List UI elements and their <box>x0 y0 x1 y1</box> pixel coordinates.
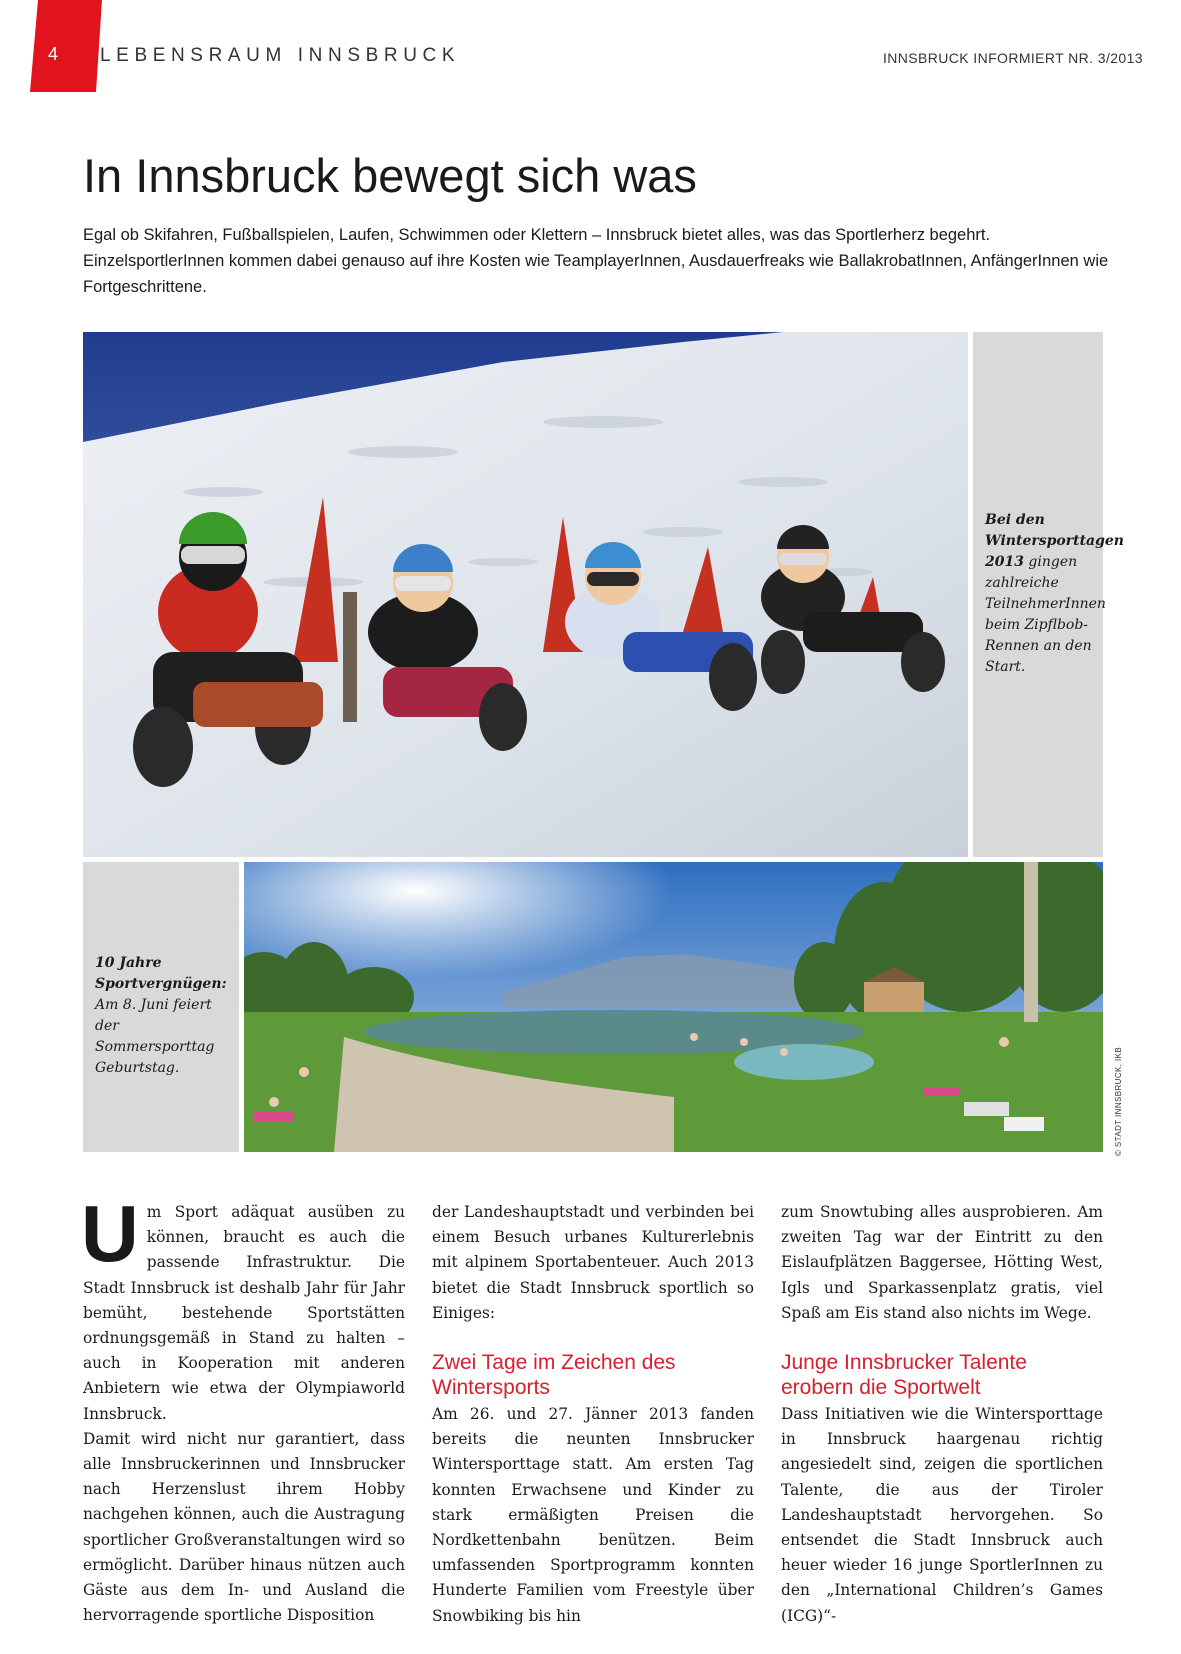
caption-lead: 10 Jahre Sportvergnügen: <box>95 955 227 992</box>
body-paragraph: zum Snowtubing alles ausprobieren. Am zweiten Tag war der Eintritt zu den Eislaufplätzen Baggersee, Hötting West, Igls und Sparkassenplatz gratis, viel Spaß am Eis stand also nichts im Wege. <box>781 1203 1103 1322</box>
caption-sommersporttag <box>83 862 239 1152</box>
body-column-3 <box>781 1200 1103 1629</box>
article-headline: In Innsbruck bewegt sich was <box>83 149 697 202</box>
subheading-wintersport: Zwei Tage im Zeichen des Wintersports <box>432 1351 676 1400</box>
caption-text: gingen zahlreiche TeilnehmerInnen beim Zipflbob-Rennen an den Start. <box>985 554 1106 675</box>
photo-baggersee <box>244 862 1103 1152</box>
caption-lead: Bei den Wintersporttagen 2013 <box>985 512 1124 570</box>
photo-wintersporttage <box>83 332 968 857</box>
body-text: m Sport adäquat ausüben zu können, braucht es auch die passende Infrastruktur. Die Stadt Innsbruck ist deshalb Jahr für Jahr bemüht, bestehende Sportstätten ordnungsgemäß in Stand zu halten – auch in Kooperation mit anderen Anbietern wie etwa der Olympiaworld Innsbruck. <box>83 1203 405 1423</box>
section-label: LEBENSRAUM INNSBRUCK <box>100 45 461 66</box>
body-paragraph <box>81 1189 405 1427</box>
body-paragraph: Am 26. und 27. Jänner 2013 fanden bereits die neunten Innsbrucker Wintersporttage statt. Am ersten Tag konnten Erwachsene und Kinder zu stark ermäßigten Preisen die Nordkettenbahn benützen. Beim umfassenden Sportprogramm konnten Hunderte Familien vom Freestyle über Snowbiking bis hin <box>432 1405 754 1625</box>
body-column-1 <box>81 1189 405 1628</box>
photo-credit: © STADT INNSBRUCK, IKB <box>1114 1046 1123 1156</box>
caption-text: Am 8. Juni feiert der Sommersporttag Geburtstag. <box>95 997 215 1076</box>
page-number: 4 <box>48 44 59 64</box>
body-paragraph: Damit wird nicht nur garantiert, dass alle Innsbruckerinnen und Innsbrucker nach Herzenslust ihrem Hobby nachgehen können, auch die Austragung sportlicher Großveranstaltungen wird so ermöglicht. Darüber hinaus nützen auch Gäste aus dem In- und Ausland die hervorragende sportliche Disposition <box>83 1429 405 1625</box>
article-intro: Egal ob Skifahren, Fußballspielen, Laufen, Schwimmen oder Klettern – Innsbruck bietet alles, was das Sportlerherz begehrt. EinzelsportlerInnen kommen dabei genauso auf ihre Kosten wie TeamplayerInnen, Ausdauerfreaks wie BallakrobatInnen, AnfängerInnen wie Fortgeschrittene. <box>83 226 1109 296</box>
body-paragraph: der Landeshauptstadt und verbinden bei einem Besuch urbanes Kulturerlebnis mit alpinem Sportabenteuer. Auch 2013 bietet die Stadt Innsbruck sportlich so Einiges: <box>432 1203 754 1322</box>
issue-label: INNSBRUCK INFORMIERT NR. 3/2013 <box>882 50 1143 66</box>
subheading-talente: Junge Innsbrucker Talente erobern die Sportwelt <box>781 1351 1027 1400</box>
caption-wintersporttage <box>973 332 1124 857</box>
page-tab-marker <box>30 0 102 92</box>
body-column-2 <box>432 1200 754 1629</box>
drop-cap: U <box>81 1189 139 1278</box>
body-paragraph: Dass Initiativen wie die Wintersporttage in Innsbruck haargenau richtig angesiedelt sind, zeigen die sportlichen Talente, die aus der Tiroler Landeshauptstadt hervorgehen. So entsendet die Stadt Innsbruck auch heuer wieder 16 junge SportlerInnen zu den „International Children’s Games (ICG)“- <box>781 1405 1103 1625</box>
